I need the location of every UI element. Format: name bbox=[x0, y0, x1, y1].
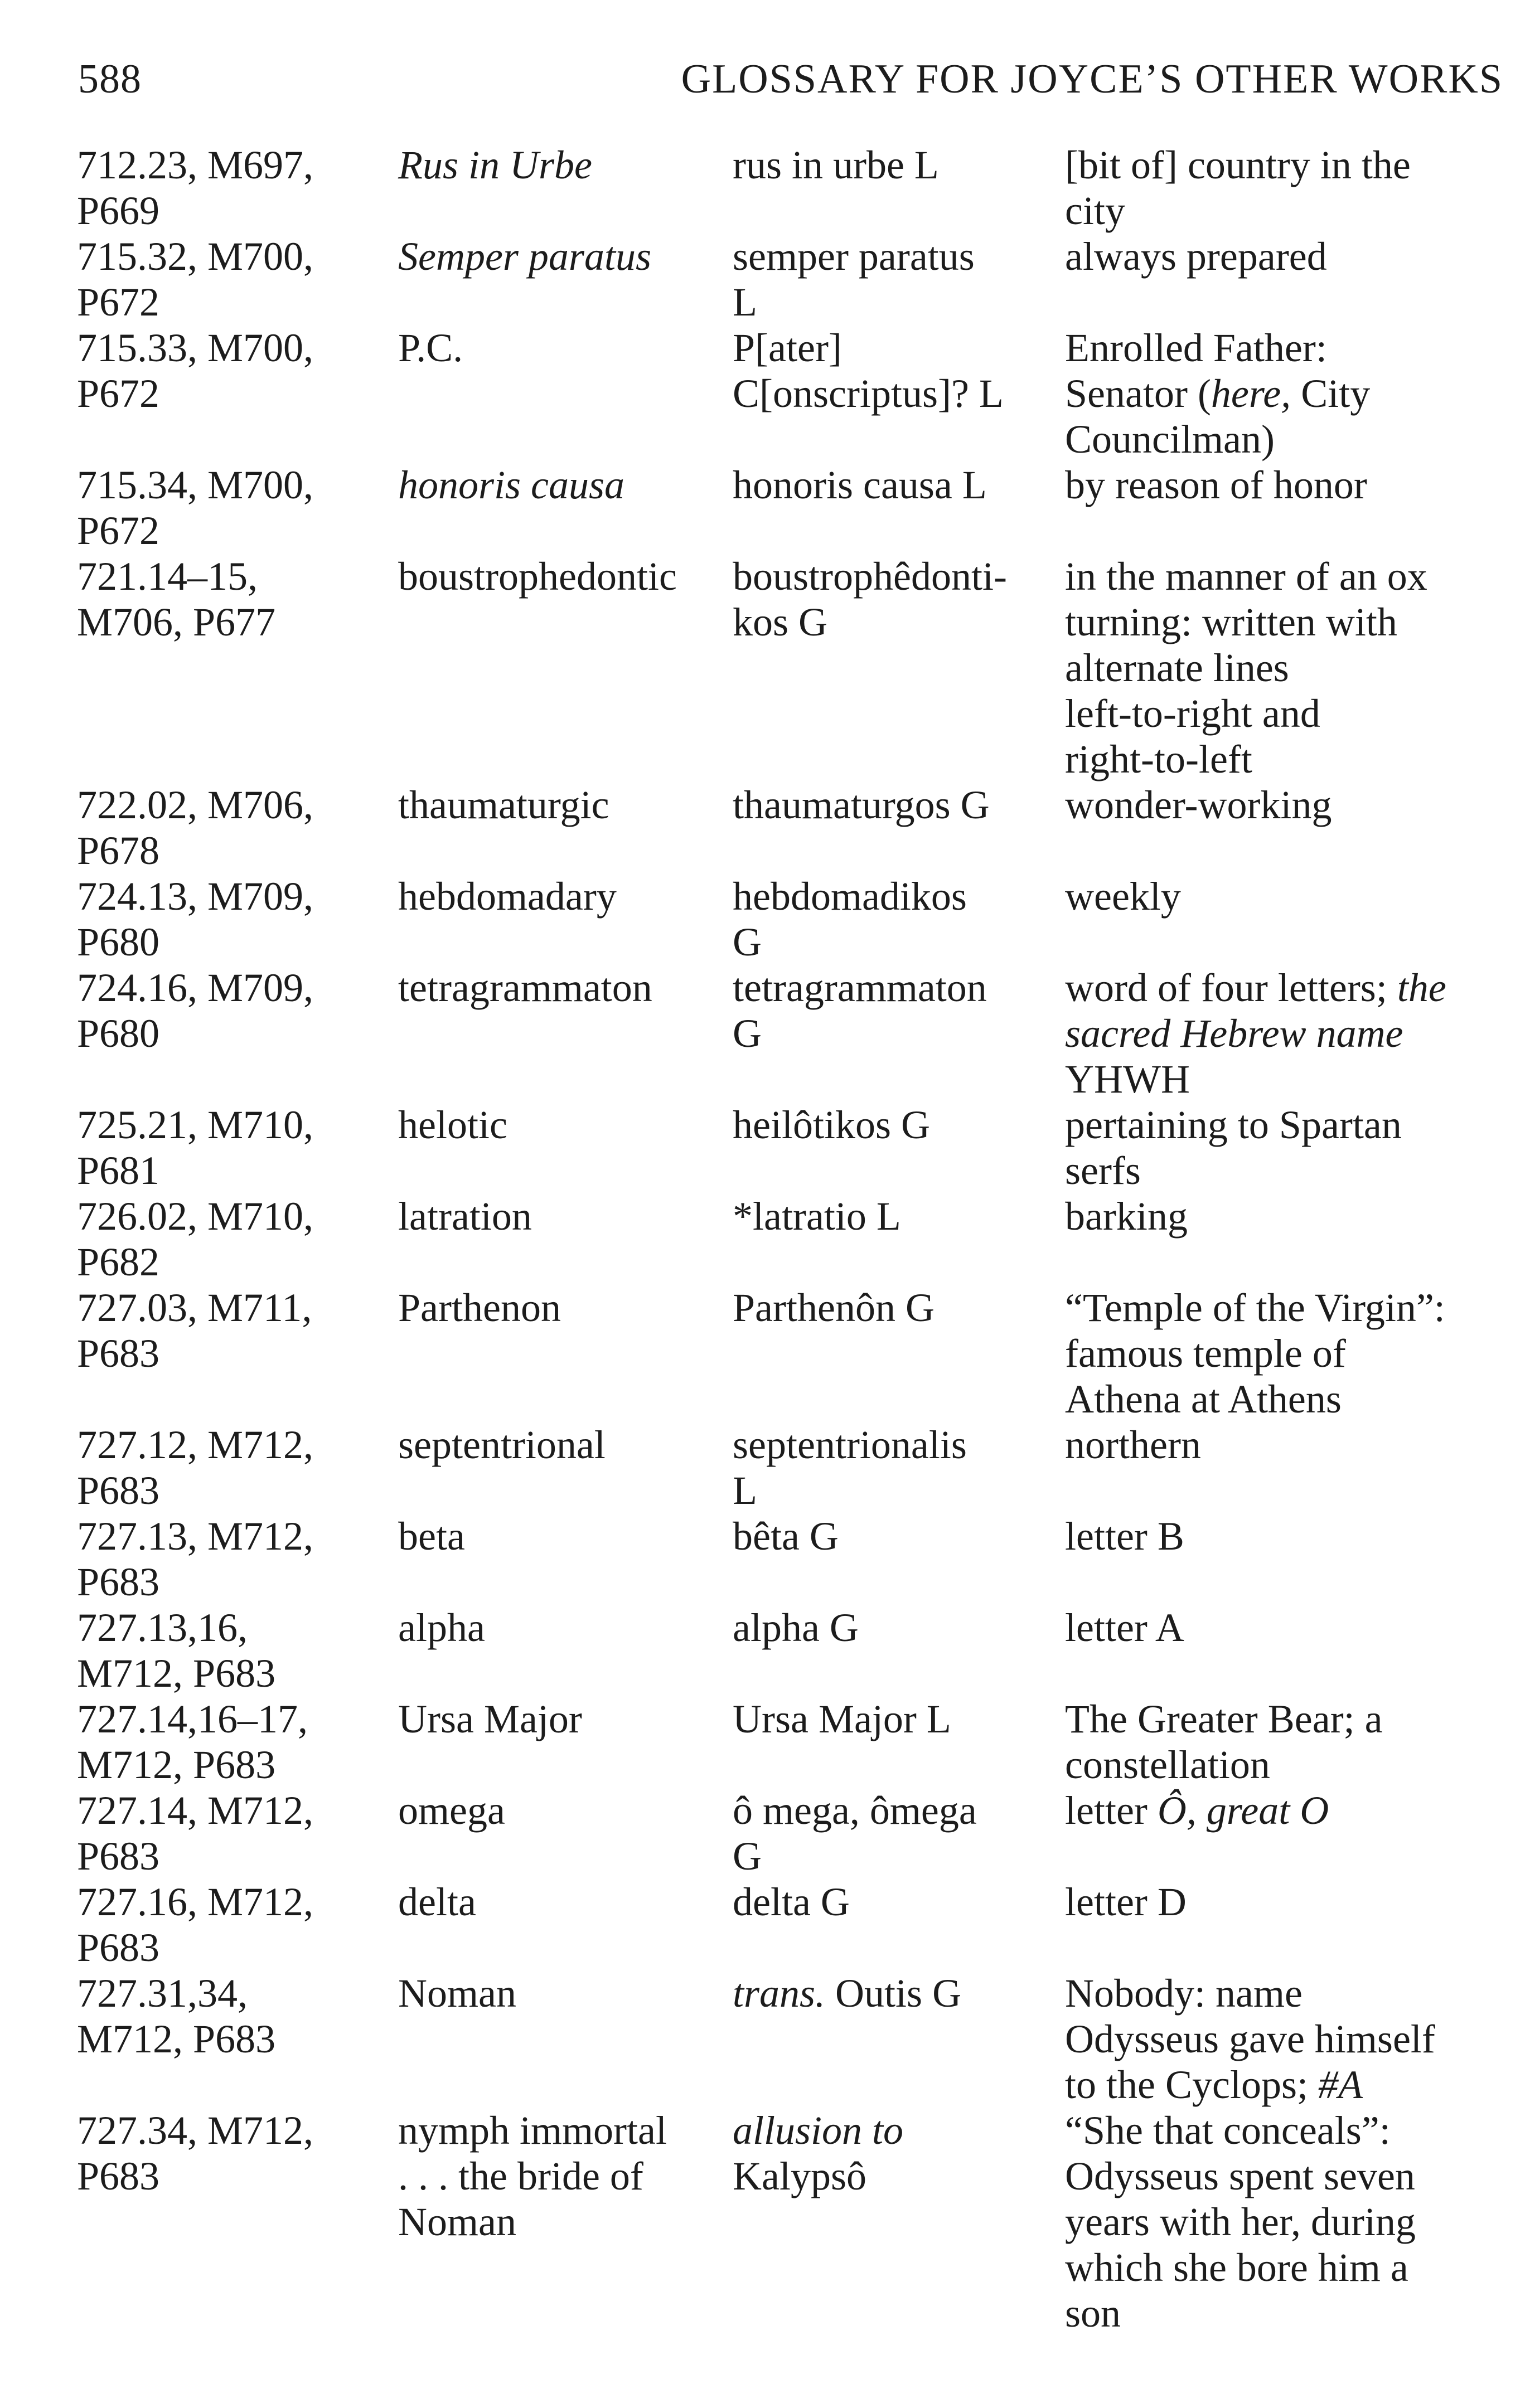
definition-cell: weekly bbox=[1065, 874, 1181, 919]
definition-cell: always prepared bbox=[1065, 234, 1327, 279]
page-header bbox=[0, 56, 1530, 117]
glossary-row bbox=[77, 965, 1510, 1102]
glossary-row bbox=[77, 1285, 1510, 1422]
glossary-row bbox=[77, 554, 1510, 782]
definition-cell: letter D bbox=[1065, 1880, 1187, 1924]
reference-cell: 724.13, M709, P680 bbox=[77, 874, 314, 964]
etymology-cell: boustrophêdonti- kos G bbox=[733, 554, 1007, 644]
definition-italic-text: here, bbox=[1211, 371, 1291, 416]
etymology-cell: hebdomadikos G bbox=[733, 874, 967, 964]
etymology-cell bbox=[733, 1970, 1065, 2108]
glossary-row bbox=[77, 1102, 1510, 1193]
definition-cell bbox=[1065, 1788, 1510, 1879]
definition-cell: northern bbox=[1065, 1423, 1201, 1467]
etymology-cell: septentrionalis L bbox=[733, 1423, 967, 1513]
term-cell: beta bbox=[398, 1514, 465, 1559]
etymology-cell: *latratio L bbox=[733, 1194, 901, 1239]
reference-cell: 727.14,16–17, M712, P683 bbox=[77, 1697, 308, 1787]
definition-cell: “Temple of the Virgin”: famous temple of Athena at Athens bbox=[1065, 1285, 1445, 1421]
definition-cell: The Greater Bear; a constellation bbox=[1065, 1697, 1383, 1787]
reference-cell: 721.14–15, M706, P677 bbox=[77, 554, 276, 644]
etymology-cell: rus in urbe L bbox=[733, 143, 939, 187]
etymology-cell: Ursa Major L bbox=[733, 1697, 951, 1741]
term-cell: Parthenon bbox=[398, 1285, 561, 1330]
reference-cell: 715.33, M700, P672 bbox=[77, 326, 314, 416]
definition-text: word of four letters; bbox=[1065, 965, 1397, 1010]
glossary-row bbox=[77, 1696, 1510, 1788]
etymology-cell: P[ater] C[onscriptus]? L bbox=[733, 326, 1004, 416]
running-head: GLOSSARY FOR JOYCE’S OTHER WORKS bbox=[681, 56, 1503, 102]
etymology-cell: thaumaturgos G bbox=[733, 783, 990, 827]
etymology-cell: Parthenôn G bbox=[733, 1285, 935, 1330]
reference-cell: 727.12, M712, P683 bbox=[77, 1423, 314, 1513]
definition-cell: letter A bbox=[1065, 1605, 1184, 1650]
etymology-cell: ô mega, ômega G bbox=[733, 1788, 977, 1878]
etymology-cell: bêta G bbox=[733, 1514, 839, 1559]
term-cell: delta bbox=[398, 1880, 476, 1924]
glossary-table bbox=[77, 142, 1510, 2336]
etymology-italic-text: allusion to bbox=[733, 2108, 904, 2153]
term-cell: helotic bbox=[398, 1103, 507, 1147]
term-cell: alpha bbox=[398, 1605, 485, 1650]
page-number: 588 bbox=[78, 56, 142, 102]
glossary-row bbox=[77, 462, 1510, 554]
glossary-row bbox=[77, 234, 1510, 325]
glossary-row bbox=[77, 1970, 1510, 2108]
reference-cell: 727.16, M712, P683 bbox=[77, 1880, 314, 1970]
definition-italic-text: Ô, great O bbox=[1157, 1788, 1329, 1833]
definition-cell bbox=[1065, 965, 1510, 1102]
definition-text: Nobody: name Odysseus gave himself to the Cyclops; bbox=[1065, 1971, 1435, 2107]
definition-cell: by reason of honor bbox=[1065, 463, 1367, 507]
reference-cell: 724.16, M709, P680 bbox=[77, 965, 314, 1056]
definition-cell: [bit of] country in the city bbox=[1065, 143, 1411, 233]
definition-italic-text: #A bbox=[1318, 2062, 1363, 2107]
term-cell: septentrional bbox=[398, 1423, 606, 1467]
reference-cell: 726.02, M710, P682 bbox=[77, 1194, 314, 1284]
term-cell: P.C. bbox=[398, 326, 463, 370]
glossary-row bbox=[77, 1879, 1510, 1970]
reference-cell: 715.34, M700, P672 bbox=[77, 463, 314, 553]
etymology-cell: honoris causa L bbox=[733, 463, 987, 507]
term-cell: honoris causa bbox=[398, 463, 625, 507]
term-cell: tetragrammaton bbox=[398, 965, 652, 1010]
etymology-cell bbox=[733, 2108, 1065, 2336]
glossary-row bbox=[77, 142, 1510, 234]
definition-italic-text: the sacred Hebrew name bbox=[1065, 965, 1446, 1056]
reference-cell: 727.31,34, M712, P683 bbox=[77, 1971, 276, 2061]
definition-cell bbox=[1065, 1970, 1510, 2108]
glossary-row bbox=[77, 325, 1510, 462]
glossary-row bbox=[77, 1788, 1510, 1879]
term-cell: Ursa Major bbox=[398, 1697, 582, 1741]
etymology-cell: delta G bbox=[733, 1880, 850, 1924]
reference-cell: 727.14, M712, P683 bbox=[77, 1788, 314, 1878]
glossary-row bbox=[77, 782, 1510, 873]
term-cell: boustrophedontic bbox=[398, 554, 677, 599]
glossary-row bbox=[77, 1422, 1510, 1513]
etymology-cell: tetragrammaton G bbox=[733, 965, 987, 1056]
etymology-italic-text: trans. bbox=[733, 1971, 826, 2016]
definition-text: City Councilman) bbox=[1065, 371, 1371, 462]
etymology-cell: alpha G bbox=[733, 1605, 859, 1650]
definition-cell: in the manner of an ox turning: written with alternate lines left-to-right and right-to-left bbox=[1065, 554, 1427, 781]
reference-cell: 725.21, M710, P681 bbox=[77, 1103, 314, 1193]
definition-cell: letter B bbox=[1065, 1514, 1184, 1559]
glossary-row bbox=[77, 2108, 1510, 2336]
definition-cell: wonder-working bbox=[1065, 783, 1332, 827]
glossary-row bbox=[77, 1193, 1510, 1285]
term-cell: thaumaturgic bbox=[398, 783, 609, 827]
definition-cell bbox=[1065, 325, 1510, 462]
definition-text: YHWH bbox=[1065, 1057, 1190, 1101]
etymology-text: Outis G bbox=[825, 1971, 962, 2016]
definition-text: letter bbox=[1065, 1788, 1158, 1833]
glossary-row bbox=[77, 1513, 1510, 1605]
definition-text: Enrolled Father: Senator ( bbox=[1065, 326, 1327, 416]
glossary-row bbox=[77, 873, 1510, 965]
term-cell: nymph immortal . . . the bride of Noman bbox=[398, 2108, 667, 2244]
etymology-cell: heilôtikos G bbox=[733, 1103, 930, 1147]
term-cell: latration bbox=[398, 1194, 532, 1239]
reference-cell: 722.02, M706, P678 bbox=[77, 783, 314, 873]
term-cell: hebdomadary bbox=[398, 874, 617, 919]
etymology-text: Kalypsô bbox=[733, 2154, 866, 2198]
reference-cell: 715.32, M700, P672 bbox=[77, 234, 314, 324]
reference-cell: 727.13,16, M712, P683 bbox=[77, 1605, 276, 1696]
definition-cell: “She that conceals”: Odysseus spent seven years with her, during which she bore him a son bbox=[1065, 2108, 1416, 2336]
definition-cell: barking bbox=[1065, 1194, 1188, 1239]
reference-cell: 727.34, M712, P683 bbox=[77, 2108, 314, 2198]
etymology-cell: semper paratus L bbox=[733, 234, 975, 324]
glossary-row bbox=[77, 1605, 1510, 1696]
reference-cell: 712.23, M697, P669 bbox=[77, 143, 314, 233]
term-cell: omega bbox=[398, 1788, 505, 1833]
reference-cell: 727.13, M712, P683 bbox=[77, 1514, 314, 1604]
term-cell: Rus in Urbe bbox=[398, 143, 592, 187]
definition-cell: pertaining to Spartan serfs bbox=[1065, 1103, 1402, 1193]
reference-cell: 727.03, M711, P683 bbox=[77, 1285, 312, 1376]
term-cell: Noman bbox=[398, 1971, 516, 2016]
term-cell: Semper paratus bbox=[398, 234, 651, 279]
